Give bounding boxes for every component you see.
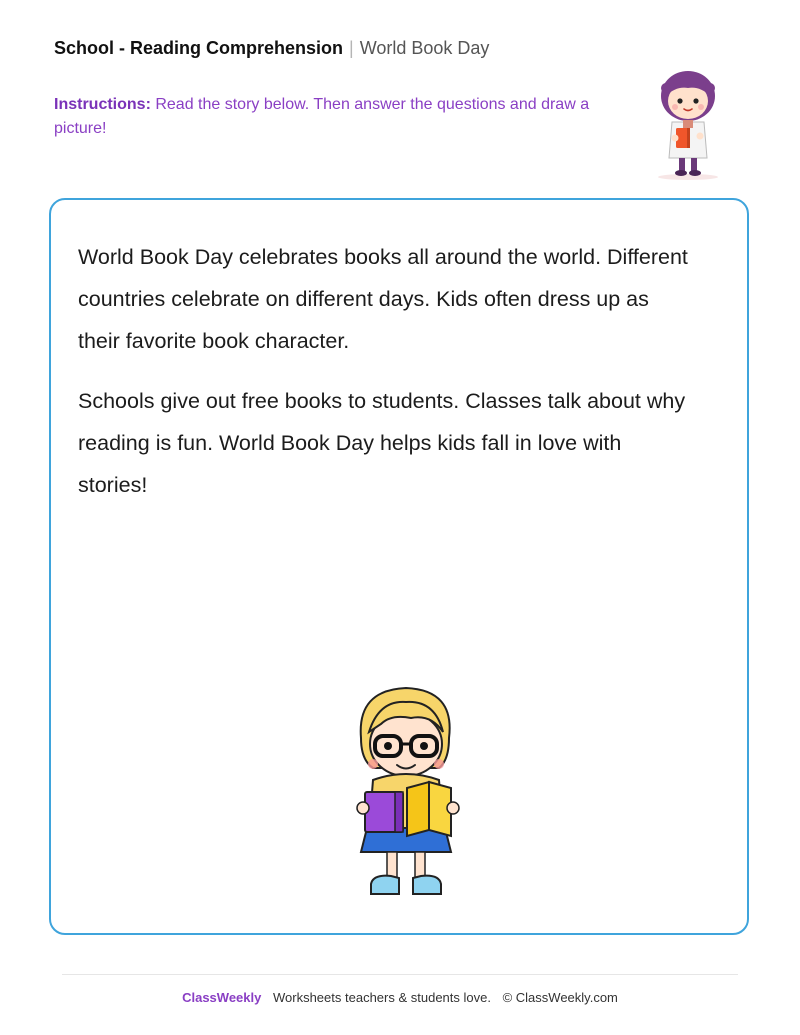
story-box [49, 198, 749, 935]
story-text [78, 236, 688, 524]
footer-divider [62, 974, 738, 975]
footer-brand: ClassWeekly [182, 990, 262, 1005]
story-paragraph: World Book Day celebrates books all around the world. Different countries celebrate on different days. Kids often dress up as their favorite book character. [78, 245, 688, 353]
worksheet-header [54, 37, 489, 59]
footer-tagline: Worksheets teachers & students love. [272, 990, 491, 1005]
girl-holding-book-icon [652, 66, 724, 182]
footer [0, 989, 800, 1007]
instructions [54, 93, 624, 141]
instructions-label: Instructions: [54, 96, 151, 113]
footer-copyright: © ClassWeekly.com [502, 990, 618, 1005]
instructions-text: Read the story below. Then answer the questions and draw a picture! [54, 96, 590, 137]
story-paragraph: Schools give out free books to students. Classes talk about why reading is fun. World Book Day helps kids fall in love with stories! [78, 389, 686, 497]
worksheet-subject: School - Reading Comprehension [54, 38, 344, 58]
child-with-glasses-reading-books-icon [351, 680, 461, 912]
worksheet-topic: World Book Day [359, 38, 490, 58]
header-separator: | [349, 38, 354, 58]
